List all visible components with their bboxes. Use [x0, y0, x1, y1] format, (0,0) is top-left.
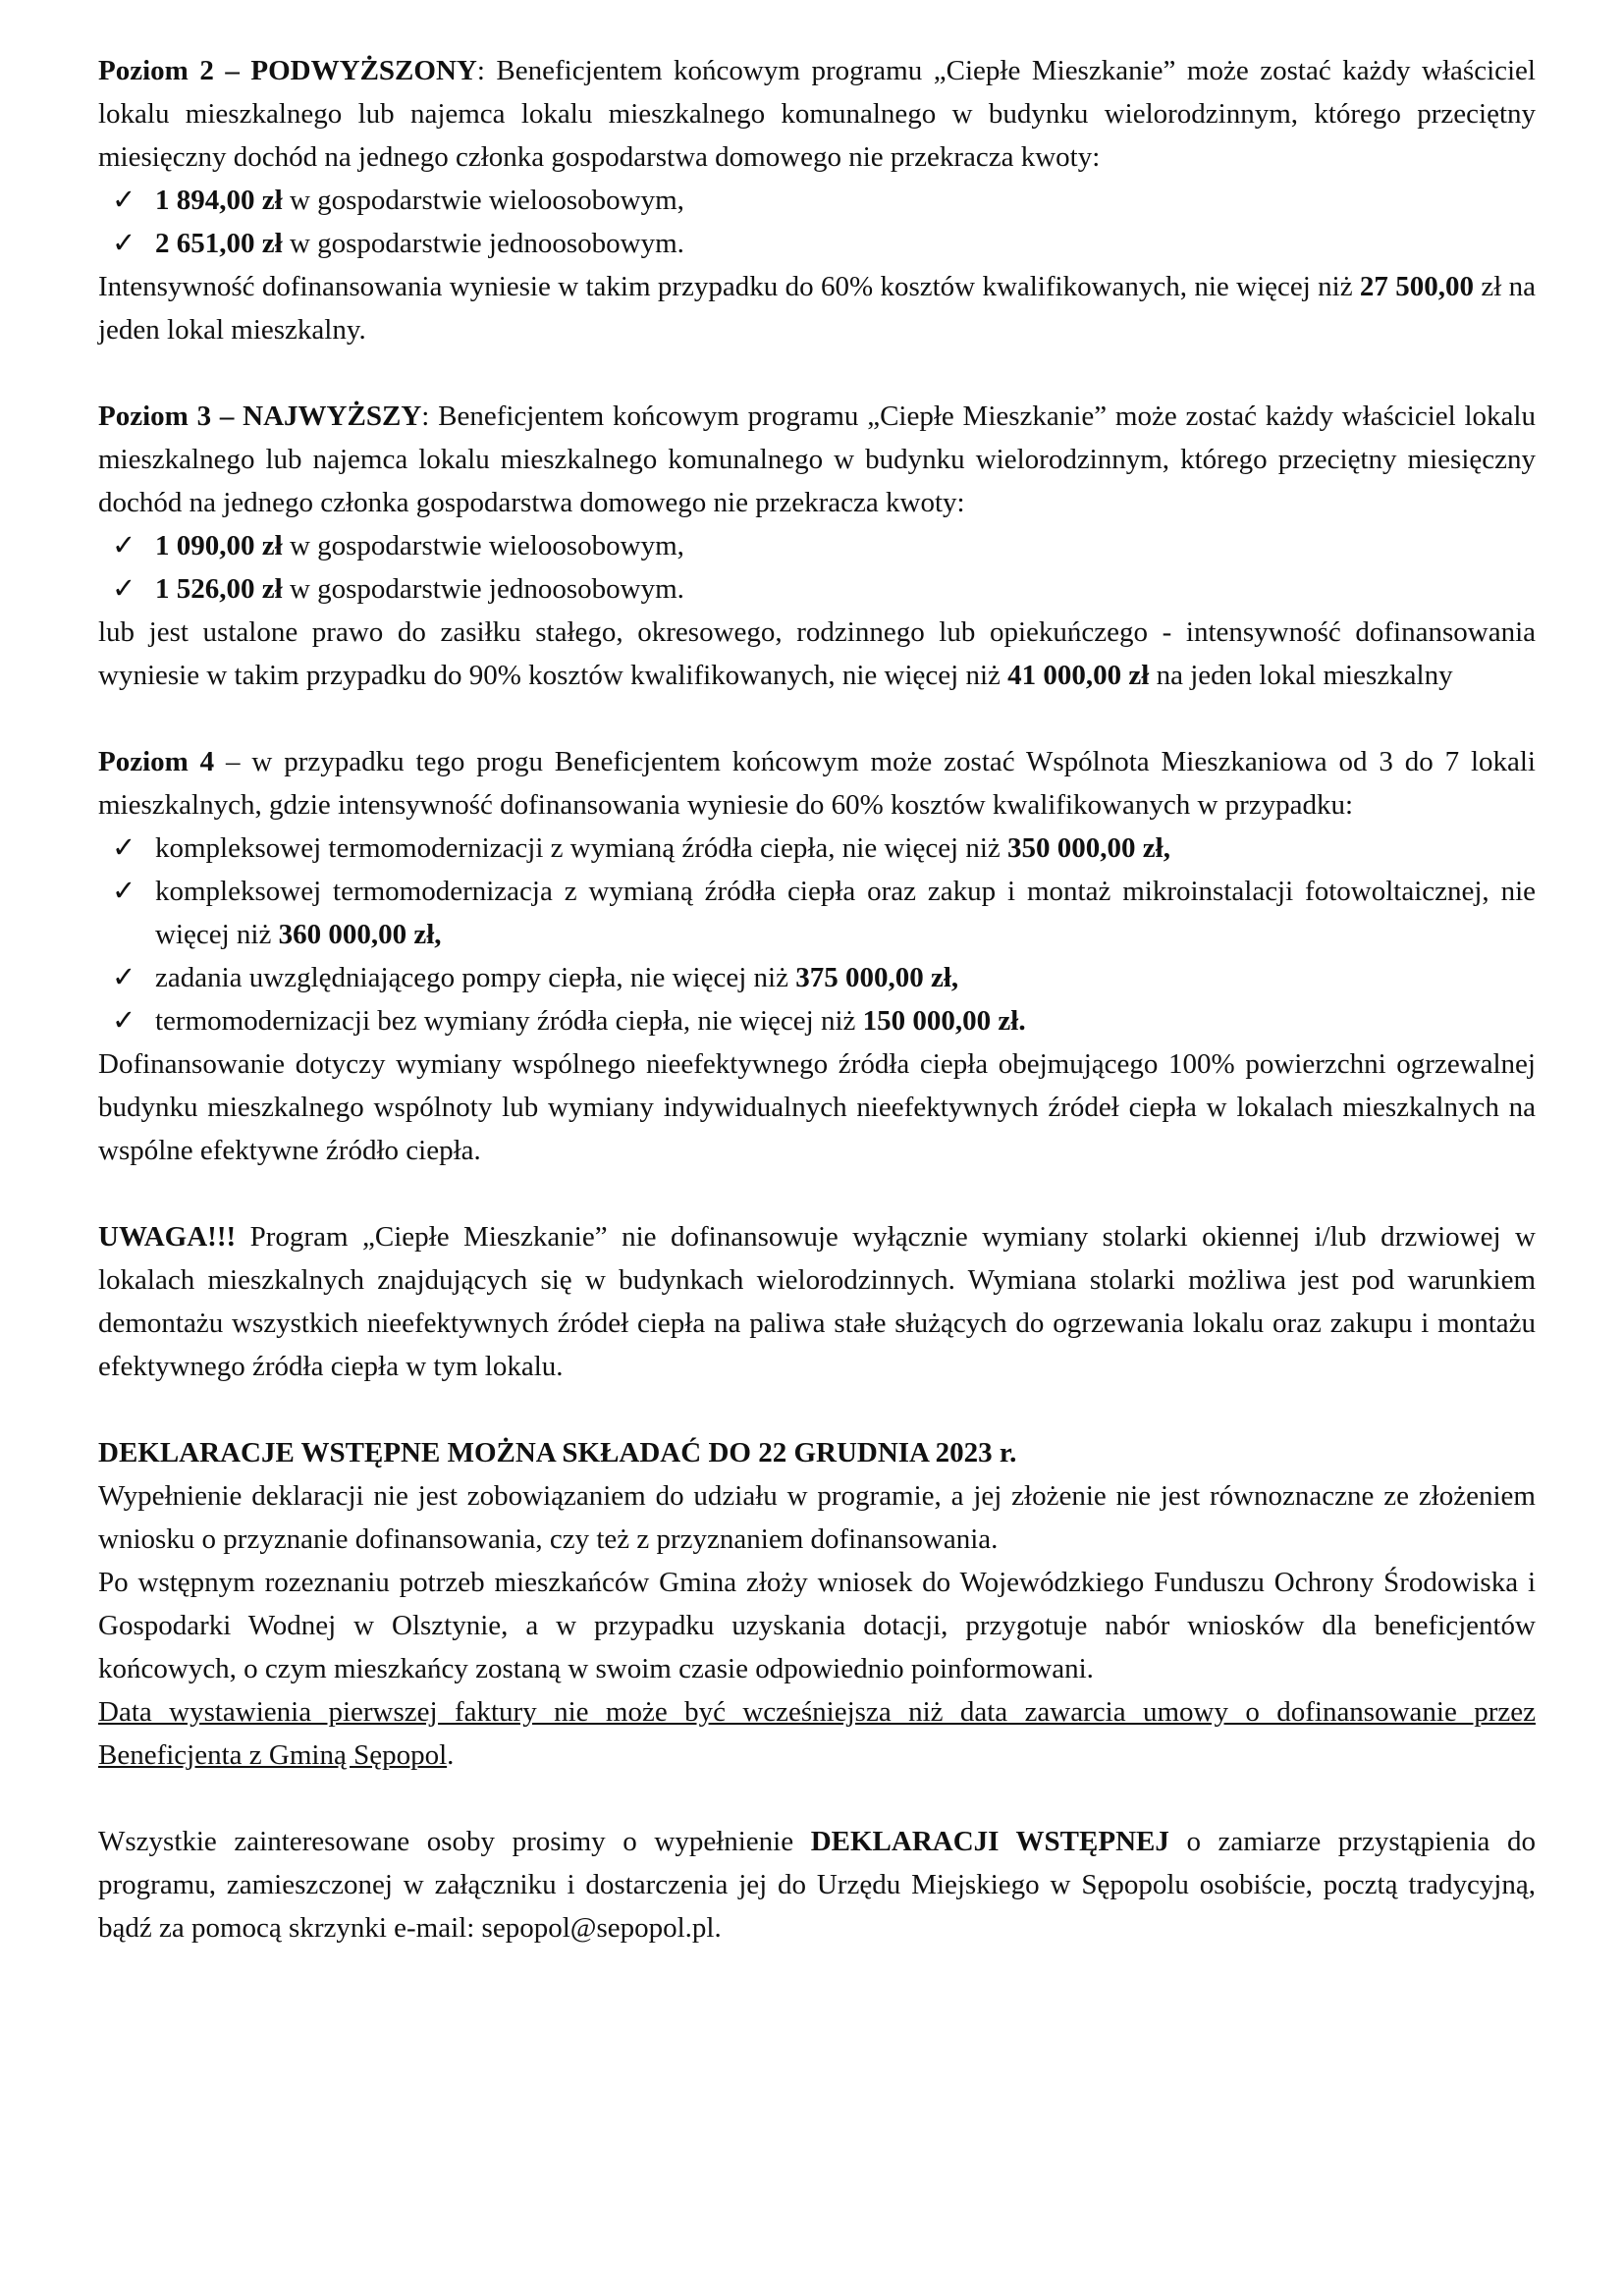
- declarations-para-2: Po wstępnym rozeznaniu potrzeb mieszkańców Gmina złoży wniosek do Wojewódzkiego Funduszu Ochrony Środowiska i Gospodarki Wodnej w Olsztynie, a w przypadku uzyskania dotacji, przygotuje nabór wniosków dla beneficjentów końcowych, o czym mieszkańcy zostaną w swoim czasie odpowiednio poinformowani.: [98, 1567, 1536, 1684]
- level-2-intensity: Intensywność dofinansowania wyniesie w takim przypadku do 60% kosztów kwalifikowanych, nie więcej niż 27 500,00 zł na jeden lokal mieszkalny.: [98, 271, 1536, 346]
- invoice-date-note: Data wystawienia pierwszej faktury nie może być wcześniejsza niż data zawarcia umowy o dofinansowanie przez Beneficjenta z Gminą Sępopol.: [98, 1696, 1536, 1771]
- level-3-intro: Poziom 3 – NAJWYŻSZY: Beneficjentem końcowym programu „Ciepłe Mieszkanie” może zostać każdy właściciel lokalu mieszkalnego lub najemca lokalu mieszkalnego komunalnego w budynku wielorodzinnym, którego przeciętny miesięczny dochód na jednego członka gospodarstwa domowego nie przekracza kwoty:: [98, 400, 1536, 518]
- closing-paragraph: Wszystkie zainteresowane osoby prosimy o wypełnienie DEKLARACJI WSTĘPNEJ o zamiarze przystąpienia do programu, zamieszczonej w załączniku i dostarczenia jej do Urzędu Miejskiego w Sępopolu osobiście, pocztą tradycyjną, bądź za pomocą skrzynki e-mail: sepopol@sepopol.pl.: [98, 1826, 1536, 1944]
- warning-paragraph: UWAGA!!! Program „Ciepłe Mieszkanie” nie dofinansowuje wyłącznie wymiany stolarki okiennej i/lub drzwiowej w lokalach mieszkalnych znajdujących się w budynkach wielorodzinnych. Wymiana stolarki możliwa jest pod warunkiem demontażu wszystkich nieefektywnych źródeł ciepła na paliwa stałe służących do ogrzewania lokalu oraz zakupu i montażu efektywnego źródła ciepła w tym lokalu.: [98, 1221, 1536, 1382]
- level-2-intro: Poziom 2 – PODWYŻSZONY: Beneficjentem końcowym programu „Ciepłe Mieszkanie” może zostać każdy właściciel lokalu mieszkalnego lub najemca lokalu mieszkalnego komunalnego w budynku wielorodzinnym, którego przeciętny miesięczny dochód na jednego członka gospodarstwa domowego nie przekracza kwoty:: [98, 55, 1536, 173]
- list-item: ✓ 2 651,00 zł w gospodarstwie jednoosobowym.: [98, 222, 1536, 265]
- check-icon: ✓: [112, 530, 136, 561]
- check-icon: ✓: [112, 1005, 136, 1037]
- level-3-intensity: lub jest ustalone prawo do zasiłku stałego, okresowego, rodzinnego lub opiekuńczego - intensywność dofinansowania wyniesie w takim przypadku do 90% kosztów kwalifikowanych, nie więcej niż 41 000,00 zł na jeden lokal mieszkalny: [98, 616, 1536, 691]
- check-icon: ✓: [112, 962, 136, 993]
- list-item: ✓ kompleksowej termomodernizacji z wymianą źródła ciepła, nie więcej niż 350 000,00 zł,: [98, 827, 1536, 870]
- check-icon: ✓: [112, 228, 136, 259]
- level-4-intro: Poziom 4 – w przypadku tego progu Beneficjentem końcowym może zostać Wspólnota Mieszkaniowa od 3 do 7 lokali mieszkalnych, gdzie intensywność dofinansowania wyniesie do 60% kosztów kwalifikowanych w przypadku:: [98, 746, 1536, 821]
- warning-label: UWAGA!!!: [98, 1221, 237, 1253]
- level-3-label: Poziom 3 – NAJWYŻSZY: [98, 400, 422, 432]
- level-4-description: Dofinansowanie dotyczy wymiany wspólnego nieefektywnego źródła ciepła obejmującego 100% powierzchni ogrzewalnej budynku mieszkalnego wspólnoty lub wymiany indywidualnych nieefektywnych źródeł ciepła w lokalach mieszkalnych na wspólne efektywne źródło ciepła.: [98, 1048, 1536, 1166]
- level-3-income-list: [98, 524, 1536, 611]
- closing-section: [98, 1820, 1536, 1949]
- list-item: ✓ 1 090,00 zł w gospodarstwie wieloosobowym,: [98, 524, 1536, 567]
- list-item: ✓ zadania uwzględniającego pompy ciepła, nie więcej niż 375 000,00 zł,: [98, 956, 1536, 999]
- level-4-cost-list: [98, 827, 1536, 1042]
- level-4-label: Poziom 4: [98, 746, 215, 777]
- list-item: ✓ kompleksowej termomodernizacja z wymianą źródła ciepła oraz zakup i montaż mikroinstalacji fotowoltaicznej, nie więcej niż 360 000,00 zł,: [98, 870, 1536, 956]
- declarations-heading: DEKLARACJE WSTĘPNE MOŻNA SKŁADAĆ DO 22 GRUDNIA 2023 r.: [98, 1437, 1017, 1468]
- declarations-section: [98, 1431, 1536, 1777]
- level-2-section: [98, 49, 1536, 351]
- level-3-section: [98, 395, 1536, 697]
- warning-section: [98, 1215, 1536, 1388]
- level-2-label: Poziom 2 – PODWYŻSZONY: [98, 55, 477, 86]
- level-4-section: [98, 740, 1536, 1172]
- list-item: ✓ 1 894,00 zł w gospodarstwie wieloosobowym,: [98, 179, 1536, 222]
- list-item: ✓ termomodernizacji bez wymiany źródła ciepła, nie więcej niż 150 000,00 zł.: [98, 999, 1536, 1042]
- check-icon: ✓: [112, 876, 136, 907]
- check-icon: ✓: [112, 832, 136, 864]
- declarations-para-1: Wypełnienie deklaracji nie jest zobowiązaniem do udziału w programie, a jej złożenie nie jest równoznaczne ze złożeniem wniosku o przyznanie dofinansowania, czy też z przyznaniem dofinansowania.: [98, 1480, 1536, 1555]
- level-2-income-list: [98, 179, 1536, 265]
- check-icon: ✓: [112, 573, 136, 605]
- list-item: ✓ 1 526,00 zł w gospodarstwie jednoosobowym.: [98, 567, 1536, 611]
- check-icon: ✓: [112, 185, 136, 216]
